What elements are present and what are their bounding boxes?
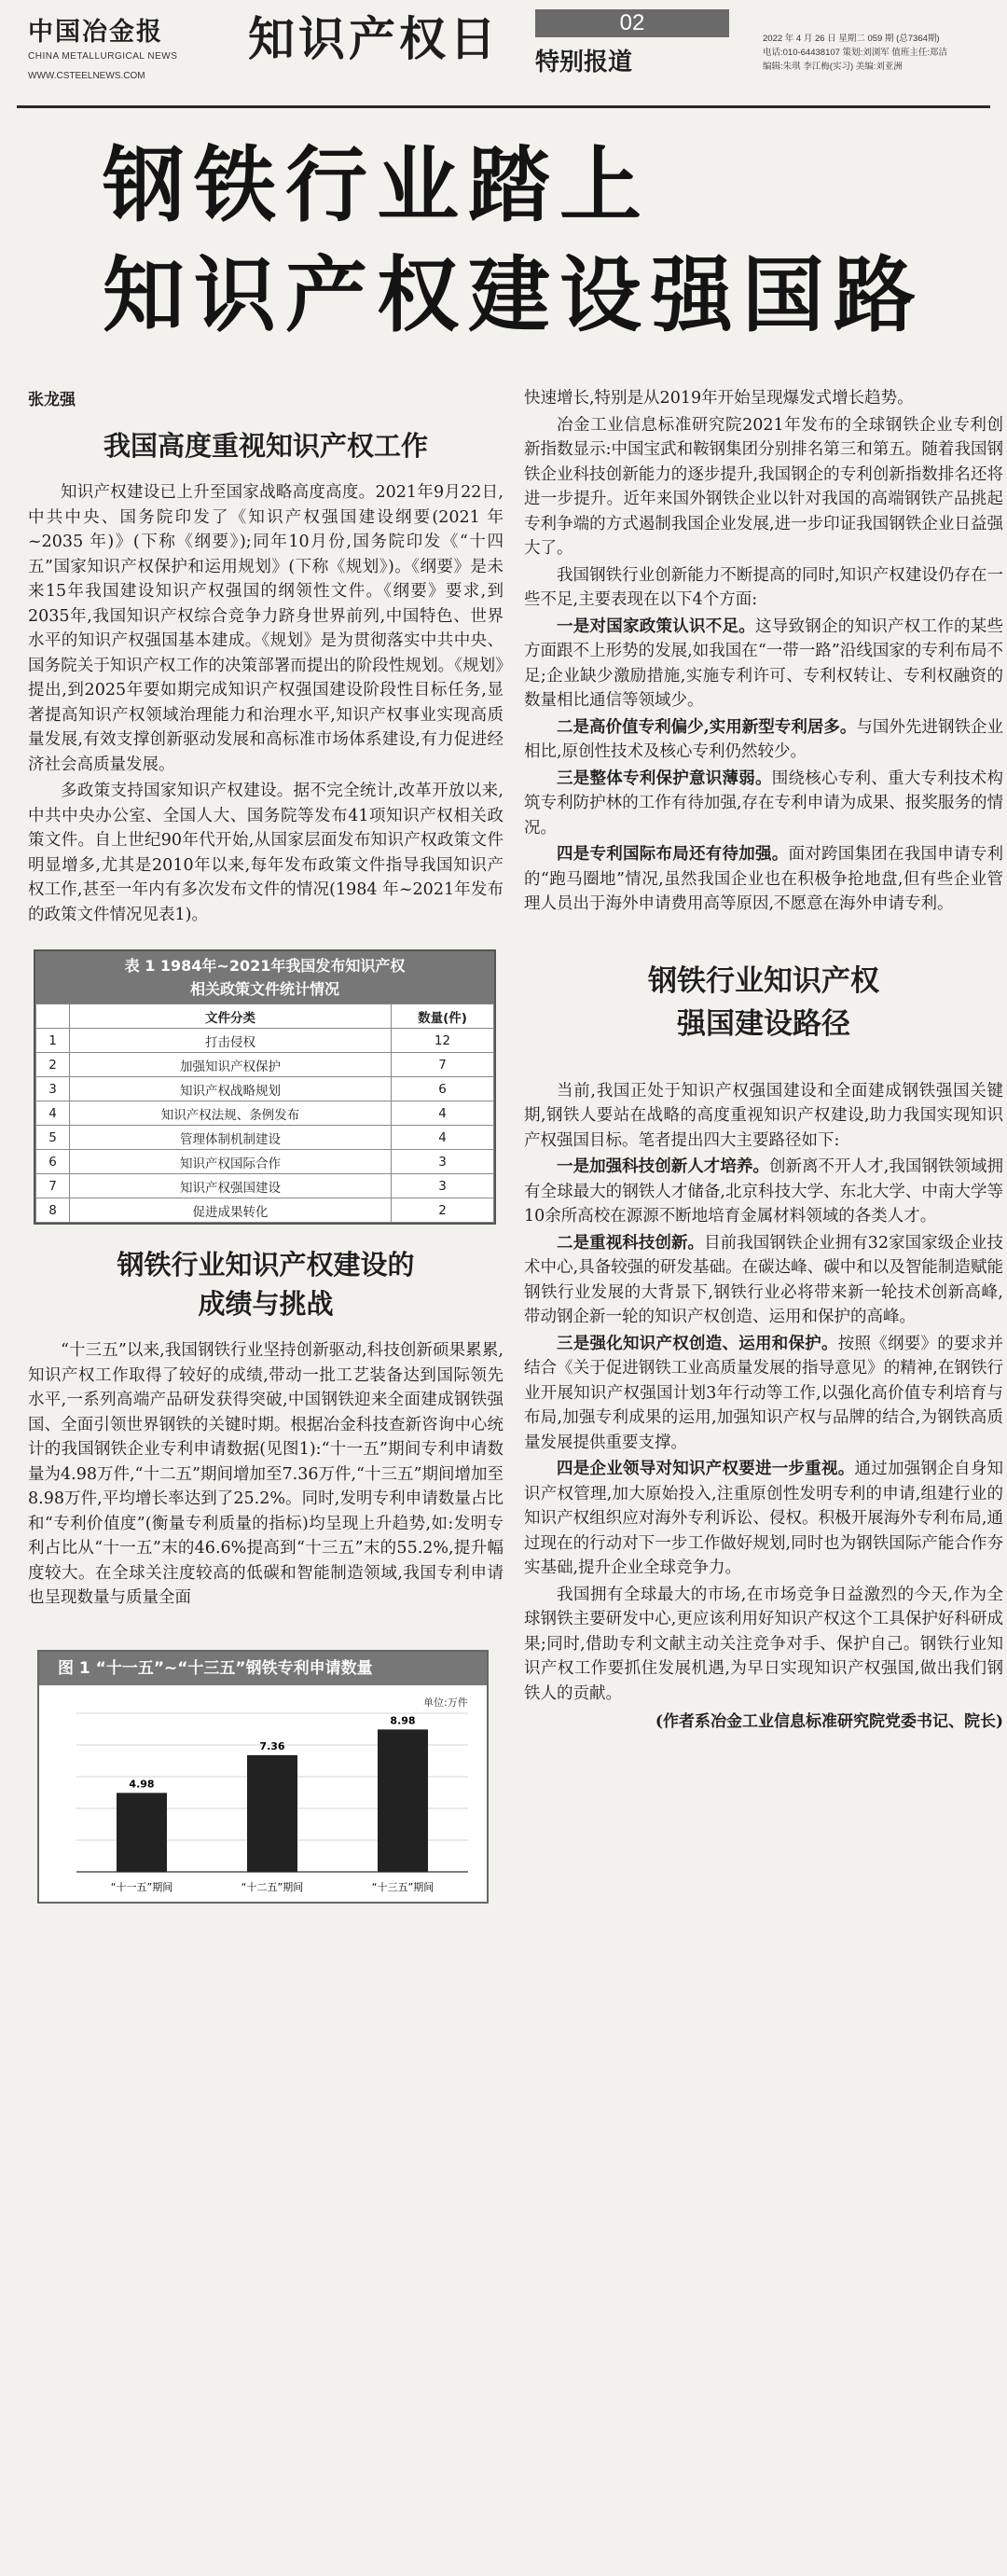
table-cell: 管理体制机制建设	[70, 1126, 392, 1150]
headline-line: 钢铁行业踏上	[103, 137, 652, 233]
path-lead: 二是重视科技创新。	[557, 1233, 705, 1253]
paragraph: 当前,我国正处于知识产权强国建设和全面建成钢铁强国关键期,钢铁人要站在战略的高度重视知识产权建设,助力我国实现知识产权强国目标。笔者提出四大主要路径如下:	[524, 1081, 1003, 1150]
table-cell: 4	[36, 1101, 70, 1126]
path-lead: 三是强化知识产权创造、运用和保护。	[557, 1334, 838, 1353]
table-cell: 12	[392, 1029, 494, 1053]
meta-line: 编辑:朱琪 李江梅(实习) 美编:刘亚洲	[763, 62, 903, 72]
author-byline: (作者系冶金工业信息标准研究院党委书记、院长)	[655, 1712, 1003, 1731]
section-heading	[28, 1245, 504, 1323]
paragraph	[524, 1332, 1003, 1456]
headline	[103, 131, 926, 351]
section-subtitle: 特别报道	[535, 48, 633, 76]
table-row	[36, 1150, 494, 1174]
table-cell: 知识产权强国建设	[70, 1174, 392, 1198]
table-row	[36, 1101, 494, 1126]
issue-meta	[763, 32, 990, 74]
chart-unit-label: 单位:万件	[423, 1696, 468, 1709]
table-caption-line: 表 1 1984年~2021年我国发布知识产权	[124, 957, 406, 975]
table-row	[36, 1077, 494, 1101]
table-cell: 加强知识产权保护	[70, 1053, 392, 1077]
paragraph	[524, 715, 1003, 765]
masthead	[17, 0, 990, 108]
meta-line: 电话:010-64438107 策划:刘浏军 值班主任:郑洁	[763, 48, 947, 58]
table-cell: 知识产权法规、条例发布	[70, 1101, 392, 1126]
chart-category-label: “十三五”期间	[371, 1880, 435, 1893]
meta-line: 2022 年 4 月 26 日 星期二 059 期 (总7364期)	[763, 34, 940, 44]
paragraph	[524, 1155, 1003, 1229]
paragraph: 我国拥有全球最大的市场,在市场竞争日益激烈的今天,作为全球钢铁主要研发中心,更应该利用好知识产权这个工具保护好科研成果;同时,借助专利文献主动关注竞争对手、保护自己。钢铁行业知识产权工作要抓住发展机遇,为早日实现知识产权强国,做出我们钢铁人的贡献。	[524, 1585, 1003, 1703]
point-lead: 二是高价值专利偏少,实用新型专利居多。	[557, 717, 857, 737]
chart-plot	[39, 1685, 487, 1902]
section-heading-line: 成绩与挑战	[198, 1288, 334, 1320]
point-text: 与国外先进钢铁企业相比,原创性技术及核心专利仍然较少。	[524, 717, 1004, 761]
path-text: 目前我国钢铁企业拥有32家国家级企业技术中心,具备较强的研发基础。在碳达峰、碳中和以及智能制造赋能钢铁行业发展的大背景下,钢铁行业必将带来新一轮技术创新高峰,带动钢企新一轮的知识产权创造、运用和保护的高峰。	[524, 1233, 1003, 1326]
paragraph	[524, 615, 1003, 713]
table-cell: 2	[36, 1053, 70, 1077]
table-cell: 知识产权国际合作	[70, 1150, 392, 1174]
table-cell: 4	[392, 1126, 494, 1150]
paragraph	[524, 767, 1003, 841]
paragraph	[524, 1457, 1003, 1581]
path-lead: 四是企业领导对知识产权要进一步重视。	[557, 1460, 855, 1478]
table-caption-line: 相关政策文件统计情况	[189, 980, 339, 998]
path-text: 创新离不开人才,我国钢铁领域拥有全球最大的钢铁人才储备,北京科技大学、东北大学、中南大学等10余所高校在源源不断地培育金属材料领域的各类人才。	[524, 1157, 1004, 1226]
page-number: 02	[535, 9, 729, 37]
chart-value-label: 4.98	[129, 1777, 155, 1790]
table-cell: 促进成果转化	[70, 1198, 392, 1223]
table-cell: 知识产权战略规划	[70, 1077, 392, 1101]
left-column	[28, 386, 504, 1904]
table-row	[36, 1198, 494, 1223]
path-text: 按照《纲要》的要求并结合《关于促进钢铁工业高质量发展的指导意见》的精神,在钢铁行业开展知识产权强国计划3年行动等工作,以强化高价值专利培育与布局,加强专利成果的运用,加强知识产权与品牌的结合,为钢铁高质量发展提供重要支撑。	[524, 1334, 1003, 1452]
chart-title: 图 1 “十一五”~“十三五”钢铁专利申请数量	[39, 1652, 487, 1685]
paragraph: 我国钢铁行业创新能力不断提高的同时,知识产权建设仍存在一些不足,主要表现在以下4个方面:	[524, 565, 1003, 609]
section-title: 知识产权日	[248, 11, 500, 66]
table-cell: 3	[392, 1174, 494, 1198]
table-row	[36, 1029, 494, 1053]
section-heading	[524, 960, 1003, 1046]
section-heading: 我国高度重视知识产权工作	[103, 430, 428, 462]
paragraph: 快速增长,特别是从2019年开始呈现爆发式增长趋势。	[524, 389, 914, 408]
paragraph	[524, 842, 1003, 917]
point-lead: 一是对国家政策认识不足。	[557, 616, 755, 636]
table-row	[36, 1174, 494, 1198]
paragraph: “十三五”以来,我国钢铁行业坚持创新驱动,科技创新硕果累累,知识产权工作取得了较好的成绩,带动一批工艺装备达到国际领先水平,一系列高端产品研发获得突破,中国钢铁迎来全面建成钢铁强国、全面引领世界钢铁的关键时期。根据冶金科技查新咨询中心统计的我国钢铁企业专利申请数据(见图1):“十一五”期间专利申请数量为4.98万件,“十二五”期间增加至7.36万件,“十三五”期间增加至8.98万件,平均增长率达到了25.2%。同时,发明专利申请数量占比和“专利价值度”(衡量专利质量的指标)均呈现上升趋势,如:发明专利占比从“十一五”末的46.6%提高到“十三五”末的55.2%,提升幅度较大。在全球关注度较高的低碳和智能制造领域,我国专利申请也呈现数量与质量全面	[28, 1341, 504, 1607]
paragraph: 知识产权建设已上升至国家战略高度高度。2021年9月22日,中共中央、国务院印发了《知识产权强国建设纲要(2021 年~2035 年)》(下称《纲要》);同年10月份,国务院印发《“十四五”国家知识产权保护和运用规划》(下称《规划》)。《纲要》是未来15年我国建设知识产权强国的纲领性文件。《纲要》要求,到2035年,我国知识产权综合竞争力跻身世界前列,中国特色、世界水平的知识产权强国基本建成。《规划》是为贯彻落实中共中央、国务院关于知识产权工作的决策部署而提出的阶段性规划。《规划》提出,到2025年要如期完成知识产权强国建设阶段性目标任务,显著提高知识产权领域治理能力和治理水平,知识产权事业实现高质量发展,有效支撑创新驱动发展和高标准市场体系建设,有力促进经济社会高质量发展。	[28, 483, 504, 774]
policy-table	[34, 949, 496, 1225]
table-cell: 6	[392, 1077, 494, 1101]
chart-bar	[378, 1729, 428, 1872]
point-text: 这导致钢企的知识产权工作的某些方面跟不上形势的发展,如我国在“一带一路”沿线国家的专利布局不足;企业缺少激励措施,实施专利许可、专利权转让、专利权融资的数量相比通信等领域少。	[524, 616, 1003, 710]
table-cell: 7	[36, 1174, 70, 1198]
chart-category-label: “十二五”期间	[241, 1880, 304, 1893]
table-cell: 打击侵权	[70, 1029, 392, 1053]
table-cell: 8	[36, 1198, 70, 1223]
table-cell: 3	[392, 1150, 494, 1174]
paragraph: 冶金工业信息标准研究院2021年发布的全球钢铁企业专利创新指数显示:中国宝武和鞍钢集团分别排名第三和第五。随着我国钢铁企业科技创新能力的逐步提升,我国钢企的专利创新指数排名还将进一步提升。近年来国外钢铁企业以针对我国的高端钢铁产品挑起专利争端的方式遏制我国企业发展,进一步印证我国钢铁企业日益强大了。	[524, 415, 1003, 558]
table-header: 文件分类	[70, 1004, 392, 1029]
paper-logo: 中国冶金报	[28, 18, 163, 47]
chart-bar	[117, 1793, 167, 1872]
chart-category-label: “十一五”期间	[110, 1880, 173, 1893]
point-lead: 三是整体专利保护意识薄弱。	[557, 769, 772, 788]
section-heading-line: 钢铁行业知识产权建设的	[117, 1249, 415, 1281]
table-header	[36, 1004, 70, 1029]
paper-name-en: CHINA METALLURGICAL NEWS	[28, 51, 178, 62]
path-text: 通过加强钢企自身知识产权管理,加大原始投入,注重原创性发明专利的申请,组建行业的知识产权组织应对海外专利诉讼、侵权。积极开展海外专利布局,通过现在的行动对下一步工作做好规划,同时也为钢铁国际产能合作夯实基础,提升企业全球竞争力。	[524, 1460, 1003, 1577]
paragraph: 多政策支持国家知识产权建设。据不完全统计,改革开放以来,中共中央办公室、全国人大、国务院等发布41项知识产权相关政策文件。自上世纪90年代开始,从国家层面发布知识产权政策文件明显增多,尤其是2010年以来,每年发布政策文件指导我国知识产权工作,甚至一年内有多次发布文件的情况(1984 年~2021年发布的政策文件情况见表1)。	[28, 782, 504, 924]
chart-value-label: 7.36	[259, 1739, 285, 1752]
table-cell: 4	[392, 1101, 494, 1126]
table-cell: 3	[36, 1077, 70, 1101]
paper-url[interactable]: WWW.CSTEELNEWS.COM	[28, 71, 145, 81]
right-column	[524, 386, 1003, 1734]
point-lead: 四是专利国际布局还有待加强。	[557, 845, 789, 864]
table-row	[36, 1053, 494, 1077]
table-header: 数量(件)	[392, 1004, 494, 1029]
table-cell: 6	[36, 1150, 70, 1174]
section-heading-line: 强国建设路径	[677, 1006, 850, 1041]
author: 张龙强	[28, 391, 76, 409]
patent-chart	[37, 1650, 489, 1904]
path-lead: 一是加强科技创新人才培养。	[557, 1157, 769, 1176]
table-cell: 7	[392, 1053, 494, 1077]
point-text: 围绕核心专利、重大专利技术构筑专利防护林的工作有待加强,存在专利申请为成果、报奖服务的情况。	[524, 769, 1003, 838]
table-caption	[35, 951, 494, 1004]
table-header-row	[36, 1004, 494, 1029]
section-heading-line: 钢铁行业知识产权	[648, 963, 879, 998]
paragraph	[524, 1231, 1003, 1330]
headline-line: 知识产权建设强国路	[103, 247, 926, 343]
point-text: 面对跨国集团在我国申请专利的“跑马圈地”情况,虽然我国企业也在积极争抢地盘,但有些企业管理人员出于海外申请费用高等原因,不愿意在海外申请专利。	[524, 845, 1003, 913]
table-cell: 2	[392, 1198, 494, 1223]
chart-bar	[247, 1754, 297, 1871]
table-row	[36, 1126, 494, 1150]
table-cell: 1	[36, 1029, 70, 1053]
chart-value-label: 8.98	[390, 1713, 416, 1726]
table-cell: 5	[36, 1126, 70, 1150]
